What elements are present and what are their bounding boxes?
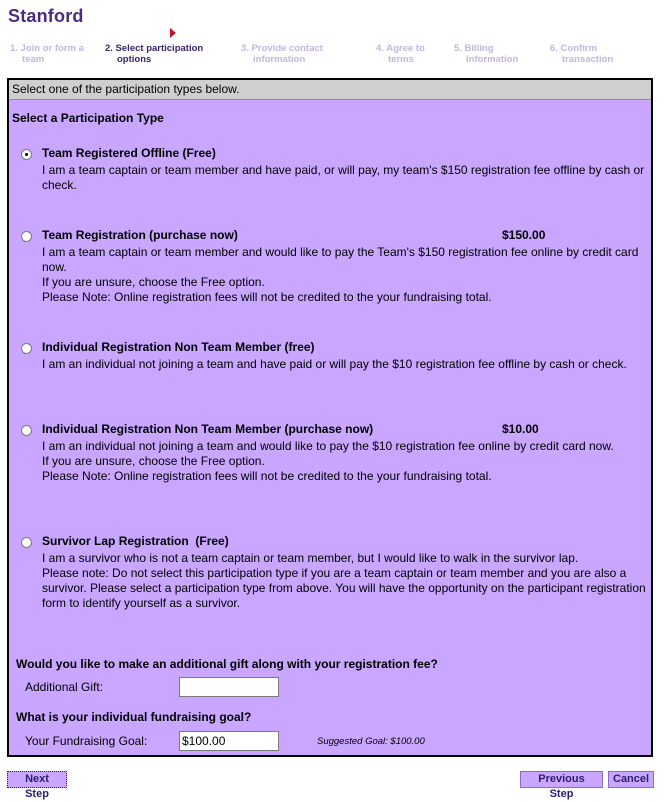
panel-header: Select one of the participation types below. <box>9 80 651 100</box>
option-description: I am a survivor who is not a team captain or team member, but I would like to walk in the survivor lap. Please note: Do not select this participation type if you are a team captain or team member and you are also a survivor. Please select a participation type from above. You will have the opportunity on the participant registration form to identify yourself as a survivor. <box>42 551 646 610</box>
participation-panel <box>7 78 653 757</box>
step-5: 5. Billing information <box>454 43 519 65</box>
option-description: I am a team captain or team member and have paid, or will pay, my team's $150 registration fee offline by cash or check. <box>42 163 645 192</box>
next-step-button[interactable]: Next Step <box>7 771 67 788</box>
option-description: I am an individual not joining a team and would like to pay the $10 registration fee online by credit card now. If you are unsure, choose the Free option. Please Note: Online registration fees will not be credited to the your fundraising total. <box>42 439 614 483</box>
brand-title: Stanford <box>8 6 84 26</box>
step-4: 4. Agree to terms <box>376 43 425 65</box>
option-description: I am a team captain or team member and would like to pay the Team's $150 registration fee online by credit card now. If you are unsure, choose the Free option. Please Note: Online registration fees will not be credited to the your fundraising total. <box>42 245 639 304</box>
step-2: 2. Select participation options <box>105 43 204 65</box>
option-title: Individual Registration Non Team Member (free) <box>42 340 315 354</box>
step-1: 1. Join or form a team <box>10 43 84 65</box>
suggested-goal-text: Suggested Goal: $100.00 <box>317 736 425 747</box>
radio-individual-purchase[interactable] <box>21 425 32 436</box>
step-3: 3. Provide contact information <box>241 43 323 65</box>
additional-gift-input[interactable] <box>179 677 279 697</box>
current-step-arrow-icon <box>170 28 176 38</box>
cancel-button[interactable]: Cancel <box>608 771 654 788</box>
option-title: Survivor Lap Registration (Free) <box>42 534 229 548</box>
radio-team-offline[interactable] <box>21 149 32 160</box>
fundraising-goal-question: What is your individual fundraising goal? <box>16 710 252 724</box>
fundraising-goal-label: Your Fundraising Goal: <box>25 734 148 748</box>
option-description: I am an individual not joining a team and have paid or will pay the $10 registration fee offline by cash or check. <box>42 357 627 371</box>
additional-gift-label: Additional Gift: <box>25 680 104 694</box>
previous-step-button[interactable]: Previous Step <box>520 771 603 788</box>
radio-individual-free[interactable] <box>21 343 32 354</box>
additional-gift-question: Would you like to make an additional gift along with your registration fee? <box>16 657 438 671</box>
section-title: Select a Participation Type <box>12 111 164 125</box>
option-price: $150.00 <box>502 228 546 242</box>
step-6: 6. Confirm transaction <box>550 43 614 65</box>
progress-steps <box>0 28 672 72</box>
radio-team-purchase[interactable] <box>21 231 32 242</box>
radio-survivor-lap[interactable] <box>21 537 32 548</box>
fundraising-goal-input[interactable] <box>179 731 279 751</box>
option-price: $10.00 <box>502 422 539 436</box>
option-title: Team Registration (purchase now) <box>42 228 238 242</box>
option-title: Individual Registration Non Team Member (purchase now) <box>42 422 374 436</box>
option-title: Team Registered Offline (Free) <box>42 146 216 160</box>
